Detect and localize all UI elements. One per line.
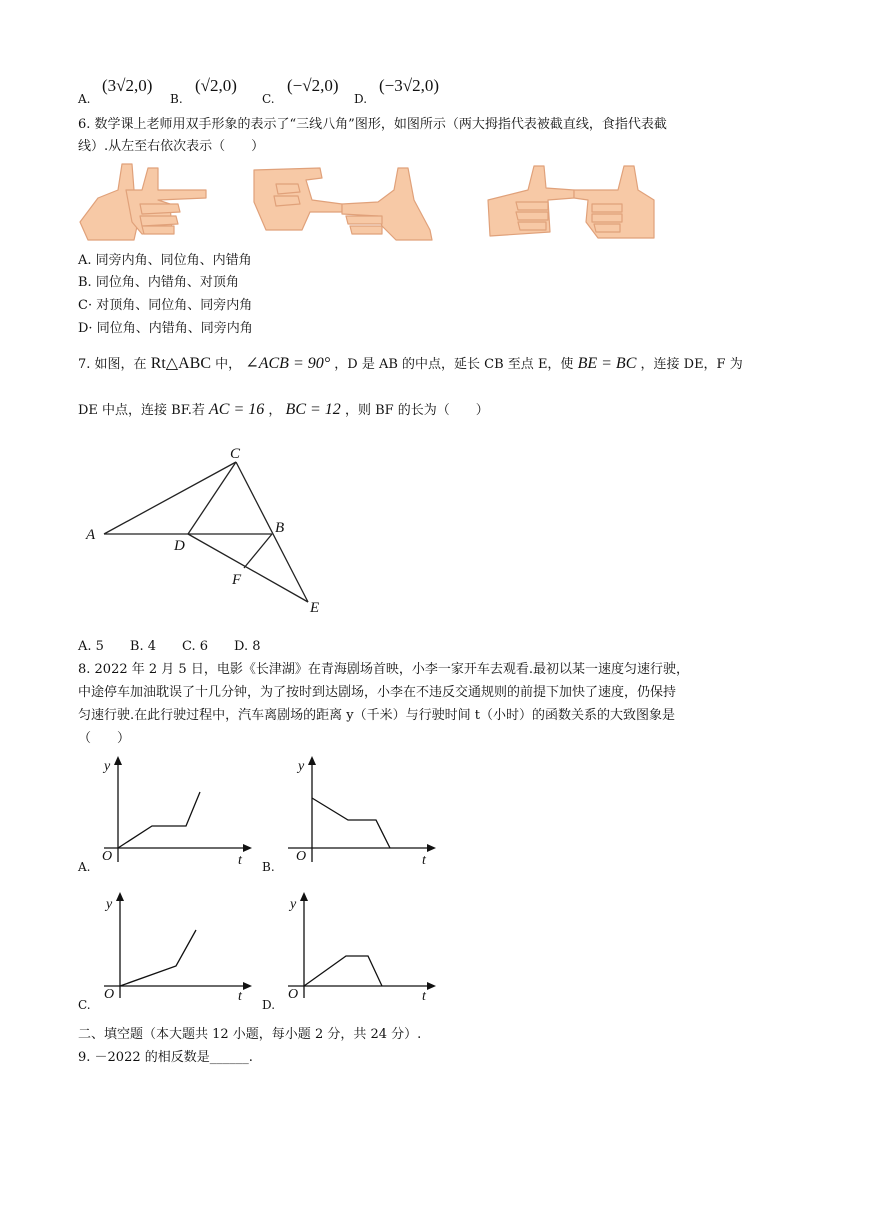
- q5-option-d-expr: (−3√2,0): [379, 76, 439, 95]
- q6-text-line2: 线）.从左至右依次表示（ ）: [78, 139, 265, 154]
- q8-text-line1: 8. 2022 年 2 月 5 日，电影《长津湖》在青海剧场首映，小李一家开车去观看.最初以某一速度匀速行驶，: [78, 662, 689, 677]
- q7-text-line1: [78, 352, 743, 377]
- q8-graph-a: [100, 756, 260, 868]
- q9-text: 9. －2022 的相反数是______.: [78, 1050, 253, 1065]
- graph-c-t-label: t: [238, 989, 242, 1004]
- q5-option-a-expr: (3√2,0): [102, 76, 153, 95]
- q8-text-line2: 中途停车加油耽误了十几分钟，为了按时到达剧场，小李在不违反交通规则的前提下加快了速度，仍保持: [78, 685, 677, 700]
- graph-b-y-label: y: [298, 759, 305, 774]
- q8-graph-d: [284, 892, 444, 1004]
- q7-ac-value: AC = 16: [209, 401, 265, 418]
- q7-rt-triangle: Rt△ABC: [150, 355, 212, 372]
- q6-hands-figure: [78, 160, 678, 246]
- q7-triangle-figure: [80, 440, 340, 620]
- q6-option-c: C· 对顶角、同位角、同旁内角: [78, 298, 253, 313]
- segment-dc: [188, 462, 236, 534]
- point-label-f: F: [232, 572, 242, 588]
- graph-b-origin: O: [296, 849, 307, 864]
- hand-pair-2: [254, 168, 432, 240]
- q7-text-p4: ，连接 DE，F 为: [640, 357, 743, 372]
- graph-b-t-label: t: [422, 853, 426, 868]
- graph-c-origin: O: [104, 987, 115, 1002]
- q7-text-p1: 7. 如图，在: [78, 357, 147, 372]
- q7-be-eq-bc: BE = BC: [577, 355, 637, 372]
- q7-text-line2: [78, 398, 489, 423]
- q5-option-b-label: B.: [170, 92, 183, 106]
- point-label-a: A: [86, 527, 96, 543]
- q8-graph-c-label: C.: [78, 998, 91, 1012]
- q8-graph-a-label: A.: [78, 860, 91, 874]
- q5-option-a-label: A.: [78, 92, 91, 106]
- q8-text-line3: 匀速行驶.在此行驶过程中，汽车离剧场的距离 y（千米）与行驶时间 t（小时）的函数关系的大致图象是: [78, 708, 675, 723]
- q7-text-p5: DE 中点，连接 BF.若: [78, 403, 205, 418]
- q6-text-line1: 6. 数学课上老师用双手形象的表示了“三线八角”图形，如图所示（两大拇指代表被截直线，食指代表截: [78, 117, 667, 132]
- point-label-b: B: [275, 520, 285, 536]
- q8-graph-b-label: B.: [262, 860, 275, 874]
- q8-text-line4: （ ）: [78, 731, 131, 746]
- q6-option-b: B. 同位角、内错角、对顶角: [78, 275, 239, 290]
- q7-text-p3: ，D 是 AB 的中点，延长 CB 至点 E，使: [334, 357, 574, 372]
- q5-option-c-label: C.: [262, 92, 275, 106]
- graph-d-t-label: t: [422, 989, 426, 1004]
- graph-d-y-label: y: [290, 897, 297, 912]
- graph-d-origin: O: [288, 987, 299, 1002]
- q8-graph-c: [100, 892, 260, 1004]
- q8-graph-d-label: D.: [262, 998, 276, 1012]
- q8-graph-b: [284, 756, 444, 868]
- graph-a-origin: O: [102, 849, 113, 864]
- segment-ac: [104, 462, 236, 534]
- q5-option-c-expr: (−√2,0): [287, 76, 339, 95]
- q7-text-p6: ，: [268, 403, 282, 418]
- point-label-d: D: [174, 538, 185, 554]
- q5-option-d-label: D.: [354, 92, 368, 106]
- q7-options: A. 5 B. 4 C. 6 D. 8: [78, 639, 261, 654]
- q7-text-p2: 中，: [215, 357, 242, 372]
- q7-angle-acb: ∠ACB = 90°: [245, 355, 331, 372]
- q5-option-b-expr: (√2,0): [195, 76, 237, 95]
- hand-pair-3: [488, 166, 654, 238]
- point-label-e: E: [310, 600, 320, 616]
- hand-pair-1: [80, 164, 206, 240]
- q7-bc-value: BC = 12: [285, 401, 341, 418]
- q6-option-a: A. 同旁内角、同位角、内错角: [78, 253, 252, 268]
- section2-heading: 二、填空题（本大题共 12 小题，每小题 2 分，共 24 分）.: [78, 1027, 422, 1042]
- graph-a-y-label: y: [104, 759, 111, 774]
- graph-c-y-label: y: [106, 897, 113, 912]
- segment-bf: [244, 534, 272, 568]
- point-label-c: C: [230, 446, 241, 462]
- q7-text-p7: ，则 BF 的长为（ ）: [344, 403, 489, 418]
- q6-option-d: D· 同位角、内错角、同旁内角: [78, 321, 253, 336]
- graph-a-t-label: t: [238, 853, 242, 868]
